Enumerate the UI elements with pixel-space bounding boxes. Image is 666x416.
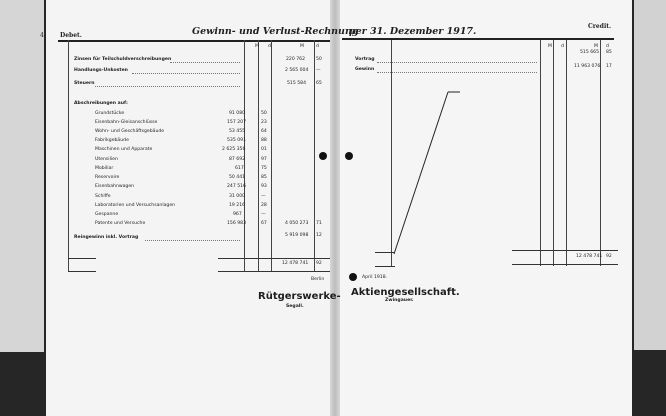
list-item-pf: 23 bbox=[261, 120, 267, 125]
debit-footer-rule bbox=[218, 271, 330, 272]
signatory-left: Segall. bbox=[286, 304, 304, 309]
company-name-left: Rütgerswerke- bbox=[258, 291, 341, 302]
col-mark-1: M bbox=[548, 44, 552, 49]
list-item-amount: 617 bbox=[235, 166, 244, 171]
company-name-right: Aktiengesellschaft. bbox=[351, 287, 460, 298]
debit-row-pf: 65 bbox=[316, 81, 322, 86]
credit-footer-rule bbox=[512, 250, 618, 251]
debit-footer-rule bbox=[218, 258, 330, 259]
list-item-amount: 53 455 bbox=[229, 129, 246, 134]
debit-row-pf: — bbox=[316, 68, 321, 73]
debit-row-label: Steuern bbox=[74, 81, 95, 86]
debit-sum-amount: 12 478 741 bbox=[282, 261, 309, 266]
list-item-pf: 01 bbox=[261, 147, 267, 152]
leader-dots bbox=[95, 86, 240, 87]
credit-row-label: Vortrag bbox=[355, 57, 375, 62]
list-item-amount: 19 216 bbox=[229, 203, 246, 208]
credit-row-amount: 11 963 076 bbox=[574, 64, 601, 69]
list-item-amount: 156 983 bbox=[227, 221, 246, 226]
credit-row-label: Gewinn bbox=[355, 67, 375, 72]
col-mark-2: d bbox=[561, 44, 564, 49]
abschreibungen-total-pf: 71 bbox=[316, 221, 322, 226]
list-item-label: Patente und Versuche bbox=[95, 221, 146, 226]
reingewinn-label: Reingewinn inkl. Vortrag bbox=[74, 235, 139, 240]
reingewinn-amount: 5 919 098 bbox=[285, 233, 309, 238]
list-item-label: Mobiliar bbox=[95, 166, 114, 171]
list-item-amount: 967 bbox=[233, 212, 242, 217]
list-item-label: Grundstücke bbox=[95, 111, 125, 116]
punch-hole-right bbox=[345, 152, 353, 160]
list-item-label: Eisenbahnwagen bbox=[95, 184, 135, 189]
left-rule-pf2 bbox=[314, 40, 315, 272]
col-mark-1: M bbox=[255, 44, 259, 49]
right-rule-amount2 bbox=[566, 40, 567, 266]
credit-row-amount: 515 665 bbox=[580, 50, 599, 55]
col-mark-3: M bbox=[300, 44, 304, 49]
list-item-label: Reservoire bbox=[95, 175, 120, 180]
page-marker: 4 bbox=[40, 32, 44, 39]
list-item-label: Schiffe bbox=[95, 194, 111, 199]
left-rule-amount2 bbox=[271, 40, 272, 272]
col-mark-3: M bbox=[594, 44, 598, 49]
list-item-label: Wohn- und Geschäftsgebäude bbox=[95, 129, 165, 134]
list-item-label: Utensilien bbox=[95, 157, 118, 162]
header-rule-left bbox=[58, 40, 330, 42]
debit-row-amount: 220 762 bbox=[286, 57, 305, 62]
abschreibungen-total-amount: 4 050 273 bbox=[285, 221, 309, 226]
leader-dots bbox=[132, 73, 240, 74]
list-item-pf: 85 bbox=[261, 175, 267, 180]
list-item-amount: 247 516 bbox=[227, 184, 246, 189]
book-gutter bbox=[330, 0, 340, 416]
list-item-pf: 67 bbox=[261, 221, 267, 226]
footer-city: Berlin bbox=[311, 277, 325, 282]
list-item-amount: 157 207 bbox=[227, 120, 246, 125]
filler-diagonal bbox=[390, 80, 462, 256]
debit-row-label: Zinsen für Teilschuldverschreibungen bbox=[74, 57, 172, 62]
debit-footer-rule bbox=[68, 271, 96, 272]
leader-dots bbox=[145, 240, 240, 241]
list-item-label: Fabrikgebäude bbox=[95, 138, 129, 143]
list-item-pf: 97 bbox=[261, 157, 267, 162]
list-item-pf: 50 bbox=[261, 111, 267, 116]
list-item-pf: — bbox=[261, 212, 266, 217]
debit-row-amount: 2 565 004 bbox=[285, 68, 309, 73]
list-item-label: Eisenbahn-Gleisanschlüsse bbox=[95, 120, 158, 125]
debit-row-pf: 50 bbox=[316, 57, 322, 62]
leader-dots bbox=[170, 62, 240, 63]
credit-sum-pf: 92 bbox=[606, 254, 612, 259]
right-rule-pf1 bbox=[553, 40, 554, 266]
list-item-pf: 88 bbox=[261, 138, 267, 143]
left-rule-amount1 bbox=[244, 40, 245, 272]
credit-label: Credit. bbox=[588, 23, 612, 30]
abschreibungen-heading: Abschreibungen auf: bbox=[74, 101, 128, 106]
left-page-edge bbox=[0, 0, 44, 352]
list-item-label: Gespanne bbox=[95, 212, 119, 217]
footer-date: April 1918. bbox=[362, 275, 388, 280]
reingewinn-pf: 12 bbox=[316, 233, 322, 238]
list-item-amount: 87 692 bbox=[229, 157, 246, 162]
leader-dots bbox=[377, 62, 537, 63]
diagonal-stroke bbox=[394, 92, 448, 254]
credit-row-pf: 17 bbox=[606, 64, 612, 69]
debit-sum-pf: 92 bbox=[316, 261, 322, 266]
list-item-amount: 31 000 bbox=[229, 194, 246, 199]
list-item-pf: — bbox=[261, 194, 266, 199]
statement-title: Gewinn- und Verlust-Rechnung bbox=[192, 26, 359, 37]
debit-label: Debet. bbox=[60, 32, 82, 39]
list-item-pf: 93 bbox=[261, 184, 267, 189]
list-item-label: Maschinen und Apparate bbox=[95, 147, 153, 152]
header-rule-right bbox=[342, 38, 614, 40]
debit-footer-rule bbox=[68, 258, 96, 259]
credit-footer-rule bbox=[375, 252, 395, 253]
list-item-pf: 64 bbox=[261, 129, 267, 134]
col-mark-4: d bbox=[606, 44, 609, 49]
list-item-label: Laboratorien und Versuchsanlagen bbox=[95, 203, 176, 208]
punch-hole-left bbox=[319, 152, 327, 160]
col-mark-2: d bbox=[268, 44, 271, 49]
right-rule-amount1 bbox=[540, 40, 541, 266]
statement-date: per 31. Dezember 1917. bbox=[349, 26, 477, 37]
list-item-amount: 50 441 bbox=[229, 175, 246, 180]
list-item-pf: 28 bbox=[261, 203, 267, 208]
punch-hole-footer bbox=[349, 273, 357, 281]
credit-footer-rule bbox=[375, 266, 395, 267]
left-rule-outer bbox=[68, 40, 69, 272]
debit-row-amount: 515 584 bbox=[287, 81, 306, 86]
right-rule-pf2 bbox=[600, 40, 601, 266]
list-item-pf: 75 bbox=[261, 166, 267, 171]
credit-footer-rule bbox=[512, 264, 618, 265]
leader-dots bbox=[377, 72, 537, 73]
debit-row-label: Handlungs-Unkosten bbox=[74, 68, 128, 73]
col-mark-4: d bbox=[316, 44, 319, 49]
list-item-amount: 2 625 356 bbox=[222, 147, 246, 152]
right-page-edge bbox=[634, 0, 666, 350]
left-rule-pf1 bbox=[258, 40, 259, 272]
list-item-amount: 535 091 bbox=[227, 138, 246, 143]
credit-row-pf: 85 bbox=[606, 50, 612, 55]
list-item-amount: 91 080 bbox=[229, 111, 246, 116]
credit-sum-amount: 12 478 741 bbox=[576, 254, 603, 259]
signatory-right: Zwingauer. bbox=[385, 298, 414, 303]
